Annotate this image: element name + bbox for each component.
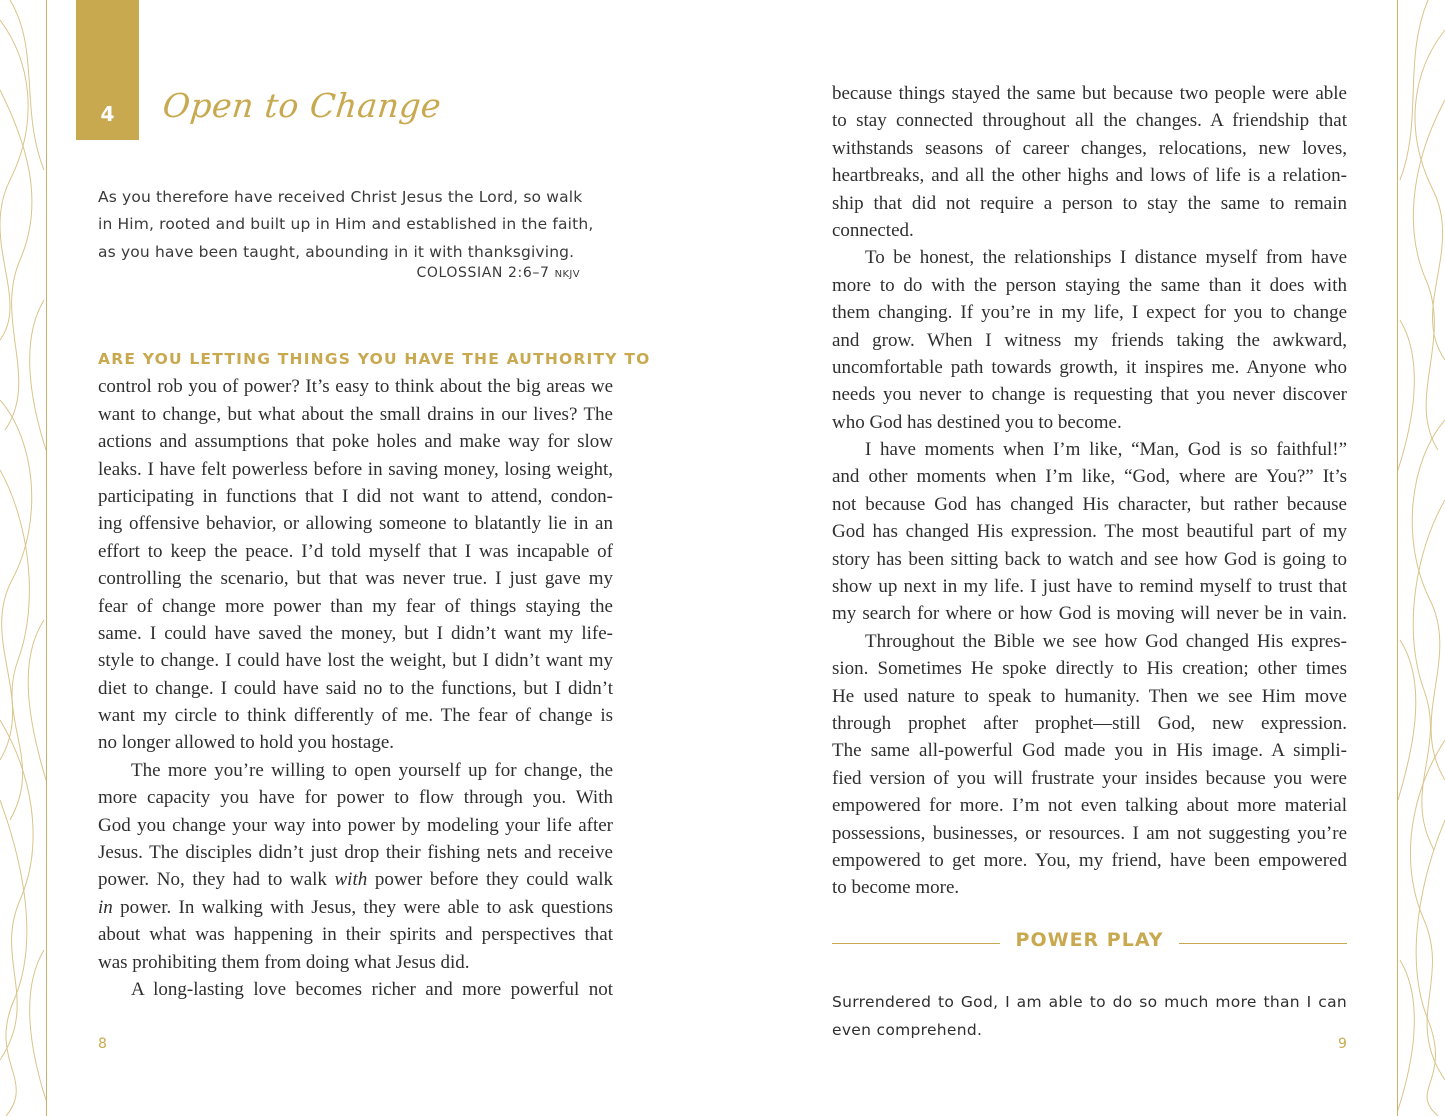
body-line: leaks. I have felt powerless before in saving money, losing weight, (98, 458, 613, 480)
body-line: God you change your way into power by modeling your life after (98, 814, 613, 836)
body-line: actions and assumptions that poke holes and make way for slow (98, 431, 613, 453)
body-line: needs you never to change is requesting that you never discover (832, 384, 1347, 406)
body-line: no longer allowed to hold you hostage. (98, 732, 395, 754)
body-line-with-italic (98, 866, 613, 893)
body-line: style to change. I could have lost the weight, but I didn’t want my (98, 650, 613, 672)
body-line: more capacity you have for power to flow through you. With (98, 787, 613, 809)
body-line: possessions, businesses, or resources. I am not suggesting you’re (832, 822, 1347, 844)
epigraph-reference (380, 265, 580, 281)
body-line: empowered to get more. You, my friend, have been empowered (832, 849, 1347, 871)
body-line: more to do with the person staying the same than it does with (832, 274, 1347, 296)
body-line: The same all-powerful God made you in His image. A simpli- (832, 740, 1347, 762)
body-line: who God has destined you to become. (832, 411, 1122, 433)
body-line: withstands seasons of career changes, relocations, new loves, (832, 137, 1347, 159)
body-line: because things stayed the same but because two people were able (832, 83, 1347, 104)
chapter-number: 4 (100, 102, 115, 126)
body-line: my search for where or how God is moving will never be in vain. (832, 603, 1347, 625)
body-line: God has changed His expression. The most beautiful part of my (832, 521, 1347, 543)
body-line: through prophet after prophet—still God, new expression. (832, 712, 1347, 734)
lead-in-heading: ARE YOU LETTING THINGS YOU HAVE THE AUTHORITY TO (98, 350, 651, 368)
body-line: ship that did not require a person to stay the same to remain (832, 192, 1347, 214)
text-segment: power before they could walk (367, 869, 613, 891)
body-line: effort to keep the peace. I’d told myself that I was incapable of (98, 540, 613, 562)
power-play-text (832, 988, 1347, 1044)
right-body-text (832, 80, 1347, 902)
chapter-title: Open to Change (160, 86, 444, 125)
body-line: controlling the scenario, but that was never true. I just gave my (98, 568, 613, 590)
body-line: show up next in my life. I just have to remind myself to trust that (832, 576, 1347, 598)
epigraph (98, 184, 618, 266)
body-line: was prohibiting them from doing what Jesus did. (98, 951, 470, 973)
body-line: control rob you of power? It’s easy to think about the big areas we (98, 376, 613, 398)
power-play-line: Surrendered to God, I am able to do so much more than I can (832, 993, 1347, 1011)
text-segment: power. In walking with Jesus, they were able to ask questions (112, 896, 613, 918)
right-page-edge (1397, 0, 1398, 1116)
body-line: about what was happening in their spirits and perspectives that (98, 924, 613, 946)
body-line: and other moments when I’m like, “God, where are You?” It’s (832, 466, 1347, 488)
body-line: want my circle to think differently of me. The fear of change is (98, 705, 613, 727)
body-line: empowered for more. I’m not even talking about more material (832, 795, 1347, 817)
epigraph-line: in Him, rooted and built up in Him and established in the faith, (98, 215, 594, 234)
italic-word: with (334, 869, 368, 891)
power-play-heading: POWER PLAY (1015, 929, 1164, 951)
power-play-header (832, 928, 1347, 958)
page-number-left: 8 (98, 1036, 107, 1052)
body-line: heartbreaks, and all the other highs and lows of life is a relation- (832, 165, 1347, 187)
body-line: ing offensive behavior, or allowing someone to blatantly lie in an (98, 513, 613, 535)
body-line: uncomfortable path towards growth, it inspires me. Anyone who (832, 356, 1347, 378)
epigraph-line: As you therefore have received Christ Jesus the Lord, so walk (98, 188, 583, 206)
body-line: To be honest, the relationships I distance myself from have (865, 247, 1347, 269)
body-line: to become more. (832, 877, 960, 899)
body-line: connected. (832, 219, 914, 241)
left-body-text (98, 346, 651, 1003)
body-line: to stay connected throughout all the changes. A friendship that (832, 110, 1347, 132)
body-line: I have moments when I’m like, “Man, God is so faithful!” (865, 439, 1347, 461)
body-line: want to change, but what about the small drains in our lives? The (98, 403, 613, 425)
body-line: participating in functions that I did not want to attend, condon- (98, 485, 613, 507)
body-line: Throughout the Bible we see how God changed His expres- (865, 630, 1347, 652)
body-line: fied version of you will frustrate your insides because you were (832, 767, 1347, 789)
body-line: not because God has changed His character, but rather because (832, 493, 1347, 515)
body-line: fear of change more power than my fear of things staying the (98, 595, 613, 617)
chapter-number-tab (76, 0, 139, 140)
body-line: sion. Sometimes He spoke directly to His creation; other times (832, 658, 1347, 680)
epigraph-line: as you have been taught, abounding in it with thanksgiving. (98, 242, 575, 261)
body-line: He used nature to speak to humanity. Then we see Him move (832, 685, 1347, 707)
bible-version: NKJV (554, 269, 580, 280)
italic-word: in (98, 896, 113, 918)
body-line: story has been sitting back to watch and see how God is going to (832, 548, 1347, 570)
body-line-with-italic (98, 894, 613, 921)
page-number-right: 9 (1338, 1036, 1347, 1052)
body-line: The more you’re willing to open yourself up for change, the (131, 759, 613, 781)
power-play-line: even comprehend. (832, 1021, 983, 1039)
text-segment: power. No, they had to walk (98, 869, 335, 891)
left-page-edge (46, 0, 47, 1116)
right-floral-decoration (1398, 0, 1445, 1116)
body-line: same. I could have saved the money, but I didn’t want my life- (98, 622, 613, 644)
body-line: A long-lasting love becomes richer and more powerful not (131, 978, 613, 1000)
body-line: Jesus. The disciples didn’t just drop their fishing nets and receive (98, 842, 613, 864)
left-floral-decoration (0, 0, 46, 1116)
scripture-reference: COLOSSIAN 2:6–7 (416, 265, 550, 281)
body-line: them changing. If you’re in my life, I expect for you to change (832, 302, 1347, 324)
body-line: and grow. When I witness my friends taking the awkward, (832, 329, 1347, 351)
divider-rule-right (1179, 943, 1347, 944)
body-line: diet to change. I could have said no to the functions, but I didn’t (98, 677, 613, 699)
